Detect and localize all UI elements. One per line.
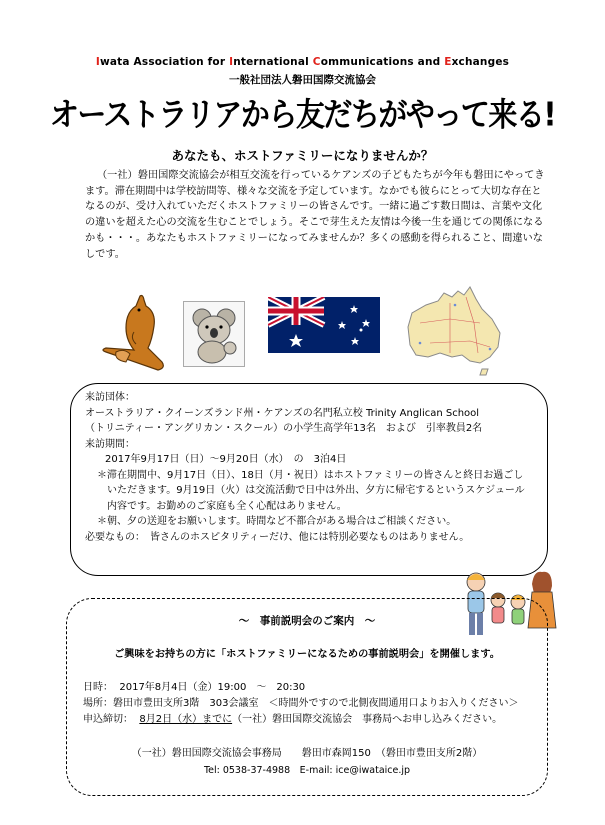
date-label: 日時： [83,682,113,693]
office-address: （一社）磐田国際交流協会事務局 磐田市森岡150 （磐田市豊田支所2階） [131,748,483,759]
briefing-title: ～ 事前説明会のご案内 ～ [238,615,376,627]
org-initial: C [312,56,321,68]
deadline-rest: （一社）磐田国際交流協会 事務局へお申し込みください。 [232,714,503,725]
needs-line: 必要なもの： 皆さんのホスピタリティーだけ、他には特別必要なものはありません。 [85,531,470,543]
group-line-2: （トリニティー・アングリカン・スクール）の小学生高学年13名 および 引率教員2名 [85,423,483,434]
deadline-date: 8月2日（水）までに [139,714,233,725]
intro-paragraph: （一社）磐田国際交流協会が相互交流を行っているケアンズの子どもたちが今年も磐田にやってきます。滞在期間中は学校訪問等、様々な交流を予定しています。なかでも彼らにとって大切な存在となるのが、受け入れていただくホストファミリーの皆さんです。一緒に過ごす数日間は、言葉や文化の違いを超えた心の交流を生むことでしょう。そこで芽生えた友情は今後一生を通じての関係になるかも・・・。あなたもホストファミリーになってみませんか？多くの感動を得られること、間違いなしです。 [85,170,545,260]
org-name-english [0,56,605,68]
deadline-row [83,712,543,728]
org-word: wata Association for [100,56,230,68]
headline: オーストラリアから友だちがやって来る! [49,95,556,134]
visit-details-box [70,383,548,576]
group-label: 来訪団体： [85,392,135,403]
briefing-details [83,680,543,728]
date-row [83,680,543,696]
place-label: 場所： [83,698,113,709]
place-value: 磐田市豊田支所3階 303会議室 ＜時間外ですので北側夜間通用口よりお入りください＞ [113,698,519,709]
place-row [83,696,543,712]
org-initial: E [444,56,452,68]
australian-flag-image [268,297,380,353]
date-value: 2017年8月4日（金）19:00 ～ 20:30 [119,682,306,693]
org-word: nternational [233,56,313,68]
org-word: ommunications and [320,56,445,68]
period-label: 来訪期間： [85,438,135,450]
org-word: xchanges [451,56,510,68]
org-initial: I [229,56,234,68]
kangaroo-illustration [96,292,186,372]
contact-line: Tel: 0538-37-4988 E-mail: ice@iwataice.jp [203,765,411,776]
note-transport: ＊朝、夕の送迎をお願いします。時間など不都合がある場合はご相談ください。 [97,516,457,527]
period-value: 2017年9月17日（日）～9月20日（水） の 3泊4日 [105,454,347,465]
group-line-1: オーストラリア・クイーンズランド州・ケアンズの名門私立校 Trinity Anglican School [85,407,480,419]
org-name-japanese: 一般社団法人磐田国際交流協会 [229,74,376,86]
org-initial: I [95,56,100,68]
deadline-label: 申込締切： [83,714,133,725]
koala-illustration [183,301,245,367]
australia-map-image [400,283,508,383]
note-stay: ＊滞在期間中、9月17日（日）、18日（月・祝日）はホストファミリーの皆さんと終日お過ごしいただきます。9月19日（火）は交流活動で日中は外出、夕方に帰宅するというスケジュール内容です。お勤めのご家庭も全く心配はありません。 [97,469,525,512]
briefing-info-box [66,598,548,796]
briefing-lead: ご興味をお持ちの方に「ホストファミリーになるための事前説明会」を開催します。 [114,649,500,660]
sub-question: あなたも、ホストファミリーになりませんか？ [171,148,434,163]
